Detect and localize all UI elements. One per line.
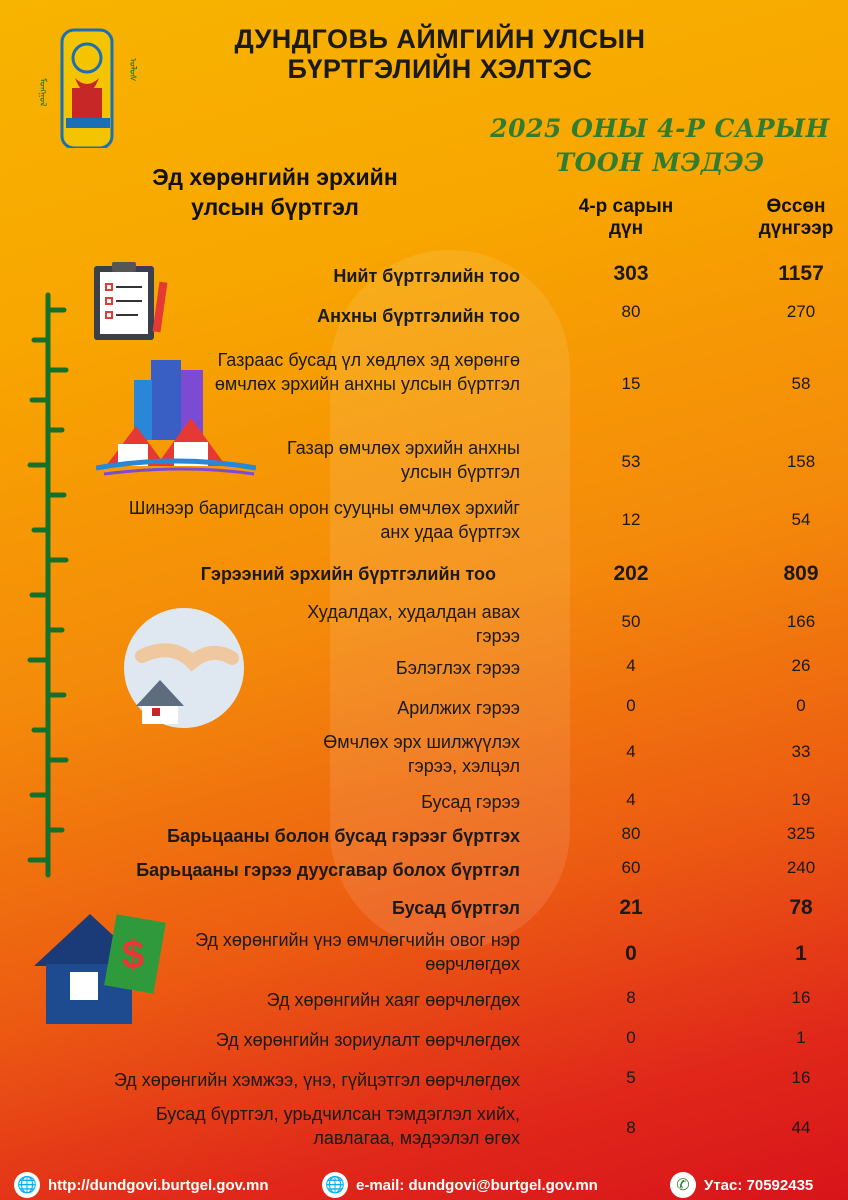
subtitle-line-1: 2025 ОНЫ 4-Р САРЫН — [490, 114, 830, 143]
footer — [0, 1164, 848, 1200]
row-label: Нийт бүртгэлийн тоо — [333, 266, 520, 286]
subtitle-line-2: ТООН МЭДЭЭ — [555, 148, 765, 177]
row-cumulative-value: 16 — [791, 1068, 811, 1087]
title-line-1: ДУНДГОВЬ АЙМГИЙН УЛСЫН — [234, 24, 646, 54]
row-cumulative-value: 1157 — [778, 262, 824, 285]
email-link[interactable] — [322, 1172, 598, 1198]
globe-icon: 🌐 — [322, 1172, 348, 1198]
row-month-value: 21 — [619, 896, 643, 919]
column-header-month-line-2: дүн — [608, 218, 644, 239]
column-header-month — [556, 196, 696, 240]
row-cumulative-value: 809 — [783, 562, 819, 585]
row-label: Эд хөрөнгийн хэмжээ, үнэ, гүйцэтгэл өөрчлөгдөх — [113, 1070, 520, 1090]
section-title-line-1: Эд хөрөнгийн эрхийн — [152, 164, 398, 190]
row-cumulative-value: 240 — [786, 858, 816, 877]
row-month-value: 0 — [626, 696, 636, 715]
globe-icon: 🌐 — [14, 1172, 40, 1198]
row-label: Арилжих гэрээ — [397, 698, 520, 718]
row-label: Эд хөрөнгийн хаяг өөрчлөгдөх — [266, 990, 520, 1010]
row-cumulative-value: 44 — [791, 1118, 811, 1137]
section-title-line-2: улсын бүртгэл — [191, 194, 359, 220]
row-cumulative-value: 158 — [786, 452, 816, 471]
row-month-value: 50 — [621, 612, 641, 631]
svg-text:ᠮᠣᠩᠭᠣᠯ: ᠮᠣᠩᠭᠣᠯ — [38, 78, 48, 107]
svg-text:$: $ — [122, 933, 145, 977]
row-label: Бусад бүртгэл, урьдчилсан тэмдэглэл хийх, лавлагаа, мэдээлэл өгөх — [155, 1104, 520, 1148]
website-link[interactable] — [14, 1172, 269, 1198]
row-label: Бусад бүртгэл — [391, 898, 520, 918]
row-cumulative-value: 270 — [786, 302, 816, 321]
row-month-value: 8 — [626, 988, 636, 1007]
row-cumulative-value: 19 — [791, 790, 811, 809]
row-cumulative-value: 0 — [796, 696, 806, 715]
row-month-value: 15 — [621, 374, 641, 393]
row-cumulative-value: 33 — [791, 742, 811, 761]
row-label: Барьцааны гэрээ дуусгавар болох бүртгэл — [136, 860, 520, 880]
section-title — [110, 162, 440, 222]
row-label: Бусад гэрээ — [421, 792, 520, 812]
row-month-value: 4 — [626, 656, 636, 675]
row-cumulative-value: 1 — [796, 1028, 806, 1047]
row-month-value: 60 — [621, 858, 641, 877]
row-label: Эд хөрөнгийн зориулалт өөрчлөгдөх — [215, 1030, 520, 1050]
row-cumulative-value: 58 — [791, 374, 811, 393]
title-line-2: БҮРТГЭЛИЙН ХЭЛТЭС — [287, 54, 593, 84]
row-month-value: 80 — [621, 824, 641, 843]
row-label: Шинээр баригдсан орон сууцны өмчлөх эрхийг анх удаа бүртгэх — [128, 498, 520, 542]
report-subtitle — [480, 112, 840, 180]
row-month-value: 303 — [613, 262, 649, 285]
row-month-value: 53 — [621, 452, 641, 471]
email-text[interactable]: e-mail: dundgovi@burtgel.gov.mn — [356, 1176, 598, 1194]
row-month-value: 4 — [626, 742, 636, 761]
row-month-value: 4 — [626, 790, 636, 809]
row-cumulative-value: 26 — [791, 656, 811, 675]
row-month-value: 5 — [626, 1068, 636, 1087]
row-month-value: 0 — [625, 942, 637, 965]
row-label: Газраас бусад үл хөдлөх эд хөрөнгө өмчлөх эрхийн анхны улсын бүртгэл — [214, 350, 520, 394]
row-label: Бэлэглэх гэрээ — [395, 658, 520, 678]
row-label: Анхны бүртгэлийн тоо — [317, 306, 520, 326]
row-cumulative-value: 78 — [789, 896, 813, 919]
svg-text:ᠣᠯᠤᠰ: ᠣᠯᠤᠰ — [128, 58, 138, 82]
house-money-icon — [30, 906, 170, 1031]
row-month-value: 0 — [626, 1028, 636, 1047]
row-cumulative-value: 54 — [791, 510, 811, 529]
logo — [30, 18, 148, 148]
website-text[interactable]: http://dundgovi.burtgel.gov.mn — [48, 1176, 269, 1194]
row-label: Газар өмчлөх эрхийн анхны улсын бүртгэл — [287, 438, 520, 482]
column-header-cumulative — [726, 196, 848, 240]
whatsapp-icon: ✆ — [670, 1172, 696, 1198]
row-month-value: 80 — [621, 302, 641, 321]
row-cumulative-value: 16 — [791, 988, 811, 1007]
phone-text[interactable]: Утас: 70592435 — [704, 1176, 814, 1194]
row-month-value: 8 — [626, 1118, 636, 1137]
column-header-month-line-1: 4-р сарын — [578, 196, 674, 217]
page-title — [150, 24, 730, 84]
row-cumulative-value: 166 — [786, 612, 816, 631]
row-cumulative-value: 325 — [786, 824, 816, 843]
row-label: Барьцааны болон бусад гэрээг бүртгэх — [167, 826, 520, 846]
row-label: Худалдах, худалдан авах гэрээ — [307, 602, 520, 646]
row-month-value: 202 — [613, 562, 649, 585]
column-header-cumulative-line-1: Өссөн — [766, 196, 826, 217]
column-header-cumulative-line-2: дүнгээр — [758, 218, 834, 239]
row-cumulative-value: 1 — [795, 942, 807, 965]
row-month-value: 12 — [621, 510, 641, 529]
row-label: Гэрээний эрхийн бүртгэлийн тоо — [200, 564, 496, 584]
phone-link[interactable] — [670, 1172, 813, 1198]
row-label: Эд хөрөнгийн үнэ өмчлөгчийн овог нэр өөрчлөгдөх — [195, 930, 520, 974]
row-label: Өмчлөх эрх шилжүүлэх гэрээ, хэлцэл — [323, 732, 520, 776]
